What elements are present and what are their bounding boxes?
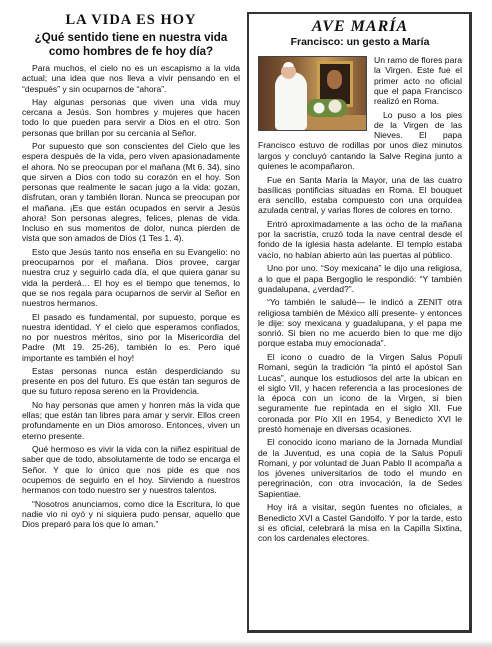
box-paragraph: Fue en Santa María la Mayor, una de las cuatro basílicas pontificias situadas en Roma. El bouquet era sencillo, estaba compuesto con una orquídea azulada central, y varias flores de colores en torno. — [258, 174, 462, 216]
box-paragraph: Lo puso a los pies de la Virgen de las Nieves. El papa Francisco estuvo de rodillas por unos diez minutos largos y concluyó cantando la Salve Regina junto a quienes le acompañaron. — [258, 109, 462, 171]
box-paragraph: Un ramo de flores para la Virgen. Este fue el primer acto no oficial que el papa Francisco realizó en Roma. — [374, 55, 462, 106]
article-paragraph: Hay algunas personas que viven una vida muy cercana a Jesús. Son hombres y mujeres que hacen todo lo que pueden para servir a Dios en el otro. Son personas que brillan por su cercanía al Señor. — [22, 96, 240, 138]
box-title: AVE MARÍA — [311, 18, 409, 35]
box-paragraph: El icono o cuadro de la Virgen Salus Populi Romani, según la tradición “la pintó el apóstol San Lucas”, aunque los estudiosos del arte la ubican en el siglo VII, y hacen referencia a las procesiones de la época con un icono de la Virgen, si bien seguramente fue repintada en el siglo XII. Fue coronada por Pío XII en 1954, y Benedicto XVI le prestó homenaje en diversas ocasiones. — [258, 352, 462, 434]
box-subtitle: Francisco: un gesto a María — [290, 36, 430, 48]
box-paragraph: “Yo también le saludé— le indicó a ZENIT otra religiosa también de México allí presente- y entonces le dije: soy mexicana y guadalupana, y el papa me sonrió. Si bien no me acuerdo bien lo que me dijo porque estaba muy emocionada”. — [258, 297, 462, 349]
article-paragraph: Esto que Jesús tanto nos enseña en su Evangelio: no preocuparnos por el mañana. Dios provee, cargar nuestra cruz y seguirlo cada día, el que quiera ganar su vida la perderá… El hoy es el tiempo que tenemos, lo que se nos regala para ocuparnos de servir al Señor en nuestros hermanos. — [22, 246, 240, 309]
box-paragraph: Hoy irá a visitar, según fuentes no oficiales, a Benedicto XVI a Castel Gandolfo. Y por la tarde, esto si es oficial, celebrará la misa en la Capilla Sixtina, con los cardenales electores. — [258, 502, 462, 544]
article-paragraph: No hay personas que amen y honren más la vida que ellas; que están tan libres para amar y servir. Ellos creen profundamente en un Dios amoroso. Entonces, viven un eterno presente. — [22, 399, 240, 441]
article-paragraph: Estas personas nunca están desperdiciando su presente en pos del futuro. Es que están tan seguros de que su futuro reposa sereno en la Providencia. — [22, 365, 240, 397]
box-paragraph: El conocido icono mariano de la Jornada Mundial de la Juventud, es una copia de la Salus Populi Romani, y por voluntad de Juan Pablo II acompaña a los jóvenes universitarios de todo el mundo en peregrinación, con otra invocación, la de Sedes Sapientiae. — [258, 437, 462, 499]
article-paragraph: El pasado es fundamental, por supuesto, porque es nuestra identidad. Y el cielo que esperamos confiados, no por nuestros méritos, sino por la Misericordia del Padre (Mt 19. 25-26), también lo es. Pero iqué importante es también el hoy! — [22, 311, 240, 363]
box-paragraph: Uno por uno. “Soy mexicana” le dijo una religiosa, a lo que el papa Bergoglio le respondió: “Y también guadalupana, ¿verdad?”. — [258, 263, 462, 294]
box-paragraph: Entró aproximadamente a las ocho de la mañana por la sacristía, cruzó toda la nave central desde el fondo de la iglesia hasta adelante. El templo estaba vacío, no habían abierto aún las puertas al público. — [258, 218, 462, 260]
article-la-vida-es-hoy — [22, 12, 240, 642]
page-bottom-edge — [0, 640, 492, 647]
article-title: LA VIDA ES HOY — [65, 12, 197, 28]
article-ave-maria-box — [247, 12, 472, 633]
article-paragraph: Qué hermoso es vivir la vida con la niñez espiritual de saber que de todo, absolutamente de todo se encarga el Señor. Y que lo único que nos pide es que nos ocupemos de seguirlo en el hoy. Sirviendo a nuestros hermanos con todo nuestro ser y nuestros talentos. — [22, 444, 240, 496]
article-paragraph: “Nosotros anunciamos, como dice la Escritura, lo que nadie vio ni oyó y ni siquiera pudo pensar, aquello que Dios preparó para los que lo aman.” — [22, 498, 240, 529]
article-paragraph: Para muchos, el cielo no es un escapismo a la vida actual; una idea que nos lleva a vivir pensando en el “después” y sin ocuparnos de “ahora”. — [22, 63, 240, 94]
pope-praying-photo — [258, 56, 367, 131]
article-subtitle: ¿Qué sentido tiene en nuestra vida como hombres de fe hoy día? — [34, 31, 228, 58]
article-paragraph: Por supuesto que son conscientes del Cielo que les espera después de la vida, pero viven apasionadamente el ahora. No se preocupan por el mañana (Mt 6. 34). sino que sirven a Dios con todo su corazón en el hoy. Son personas que realmente le sacan jugo a la vida: gozan, disfrutan, oran y también lloran. Nunca se preocupan por el mañana. ¡Es que están ocupados en servir a Jesús ahora! Son personas alegres, felices, plenas de vida. Incluso en sus momentos de dolor, nunca pierden de vista que son amados de Dios (1 Tes 1. 4). — [22, 141, 240, 244]
